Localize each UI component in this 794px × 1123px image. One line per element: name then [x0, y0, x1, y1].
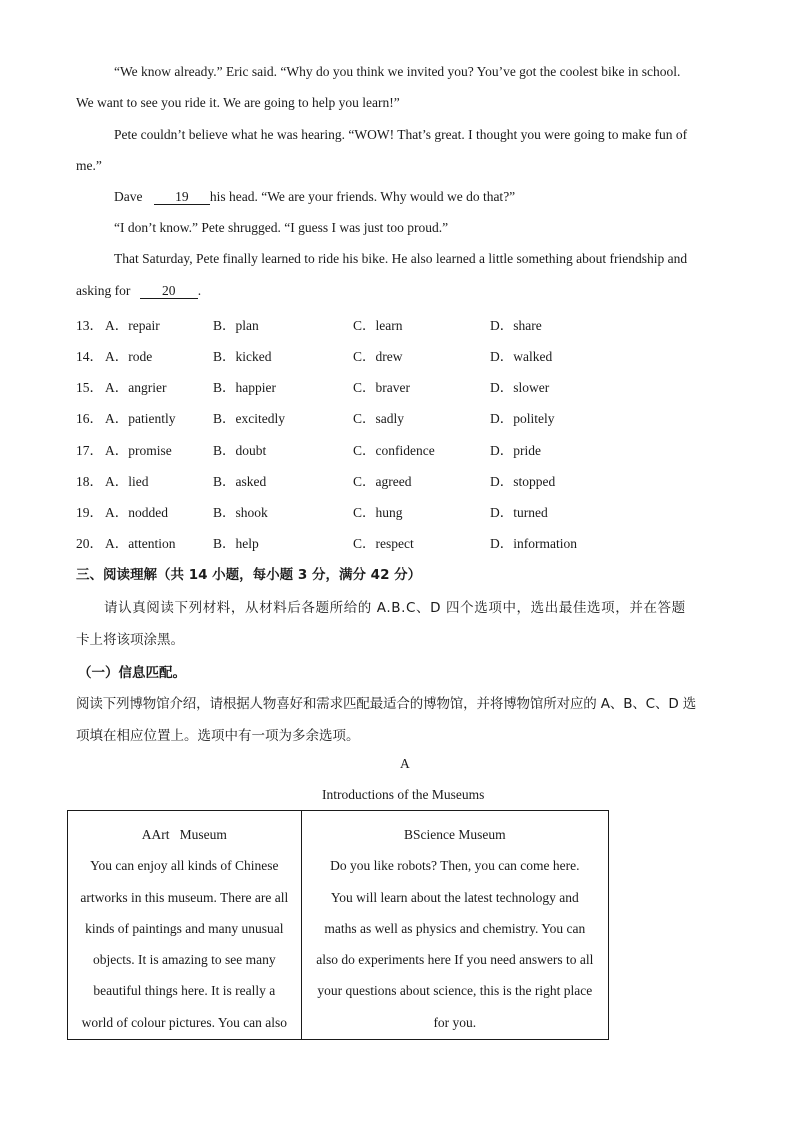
option-a: A．angrier	[105, 380, 167, 395]
museum-b-title: BScience Museum	[404, 827, 506, 842]
option-a: A．nodded	[105, 505, 168, 520]
option-d: D．stopped	[490, 474, 556, 489]
blank-19: 19	[154, 189, 210, 205]
option-b: B．asked	[213, 474, 267, 489]
option-d: D．slower	[490, 380, 550, 395]
option-d: D．politely	[490, 411, 555, 426]
option-c: C．learn	[353, 318, 403, 333]
option-b: B．excitedly	[213, 411, 285, 426]
option-b: B．happier	[213, 380, 276, 395]
story-line: “We know already.” Eric said. “Why do you think we invited you? You’ve got the coolest bike in school.	[114, 64, 681, 79]
option-d: D．information	[490, 536, 577, 551]
story-line-blank-19	[114, 189, 515, 205]
question-18	[76, 470, 716, 490]
museum-a-line: beautiful things here. It is really a	[93, 983, 276, 999]
matching-instructions: 阅读下列博物馆介绍，请根据人物喜好和需求匹配最适合的博物馆，并将博物馆所对应的 A、B、C、D 选	[76, 696, 697, 712]
option-b: B．help	[213, 536, 259, 551]
story-line: That Saturday, Pete finally learned to ride his bike. He also learned a little something about friendship and	[114, 251, 688, 266]
option-c: C．sadly	[353, 411, 405, 426]
museum-a-cell	[68, 811, 302, 1040]
story-line: We want to see you ride it. We are going to help you learn!”	[76, 95, 400, 110]
option-c: C．hung	[353, 505, 403, 520]
question-number: 17．	[76, 443, 103, 458]
question-15	[76, 376, 716, 396]
option-b: B．shook	[213, 505, 268, 520]
story-line: “I don’t know.” Pete shrugged. “I guess I was just too proud.”	[114, 220, 449, 235]
story-text: asking for	[76, 283, 131, 298]
question-number: 18．	[76, 474, 103, 489]
story-text: his head. “We are your friends. Why would we do that?”	[209, 189, 516, 204]
option-c: C．braver	[353, 380, 410, 395]
section-heading: 三、阅读理解（共 14 小题，每小题 3 分，满分 42 分）	[76, 567, 422, 583]
museum-a-line: kinds of paintings and many unusual	[85, 920, 284, 936]
question-number: 14．	[76, 349, 103, 364]
story-text: .	[197, 283, 202, 298]
question-number: 13．	[76, 318, 103, 333]
question-number: 20．	[76, 536, 103, 551]
option-a: A．promise	[105, 443, 172, 458]
option-c: C．agreed	[353, 474, 412, 489]
option-a: A．repair	[105, 318, 160, 333]
museum-b-cell	[301, 811, 608, 1040]
option-c: C．respect	[353, 536, 414, 551]
museum-b-line: for you.	[433, 1014, 477, 1030]
passage-title: Introductions of the Museums	[322, 787, 485, 802]
option-d: D．walked	[490, 349, 553, 364]
question-17	[76, 439, 716, 459]
subsection-heading: （一）信息匹配。	[78, 665, 186, 681]
blank-20: 20	[140, 283, 198, 299]
museum-a-line: world of colour pictures. You can also	[81, 1014, 288, 1030]
question-20	[76, 532, 716, 552]
museum-b-line: maths as well as physics and chemistry. You can	[324, 920, 586, 936]
museum-b-line: You will learn about the latest technology and	[330, 889, 579, 905]
question-number: 19．	[76, 505, 103, 520]
museum-b-line: your questions about science, this is the right place	[317, 983, 593, 999]
question-19	[76, 501, 716, 521]
story-line: Pete couldn’t believe what he was hearing. “WOW! That’s great. I thought you were going to make fun of	[114, 127, 688, 142]
instructions: 请认真阅读下列材料，从材料后各题所给的 A.B.C、D 四个选项中，选出最佳选项，并在答题	[104, 600, 686, 616]
option-d: D．turned	[490, 505, 548, 520]
museum-table	[67, 810, 609, 1040]
question-13	[76, 314, 716, 334]
matching-instructions: 项填在相应位置上。选项中有一项为多余选项。	[76, 728, 360, 744]
instructions: 卡上将该项涂黑。	[76, 632, 184, 648]
story-line-blank-20	[76, 283, 201, 299]
option-b: B．plan	[213, 318, 259, 333]
question-number: 15．	[76, 380, 103, 395]
question-16	[76, 407, 716, 427]
museum-a-line: objects. It is amazing to see many	[93, 952, 276, 968]
question-number: 16．	[76, 411, 103, 426]
option-d: D．pride	[490, 443, 541, 458]
museum-b-line: Do you like robots? Then, you can come here.	[330, 858, 580, 874]
option-a: A．rode	[105, 349, 153, 364]
option-d: D．share	[490, 318, 542, 333]
option-b: B．doubt	[213, 443, 267, 458]
museum-b-line: also do experiments here If you need answers to all	[316, 952, 594, 968]
museum-a-title: AArt Museum	[141, 827, 227, 842]
option-a: A．patiently	[105, 411, 176, 426]
option-b: B．kicked	[213, 349, 272, 364]
museum-a-line: You can enjoy all kinds of Chinese	[90, 858, 279, 874]
option-a: A．lied	[105, 474, 149, 489]
option-a: A．attention	[105, 536, 176, 551]
question-14	[76, 345, 716, 365]
passage-label: A	[400, 756, 410, 771]
option-c: C．confidence	[353, 443, 435, 458]
story-line: me.”	[76, 158, 102, 173]
museum-a-line: artworks in this museum. There are all	[80, 889, 289, 905]
story-text: Dave	[114, 189, 143, 204]
option-c: C．drew	[353, 349, 403, 364]
